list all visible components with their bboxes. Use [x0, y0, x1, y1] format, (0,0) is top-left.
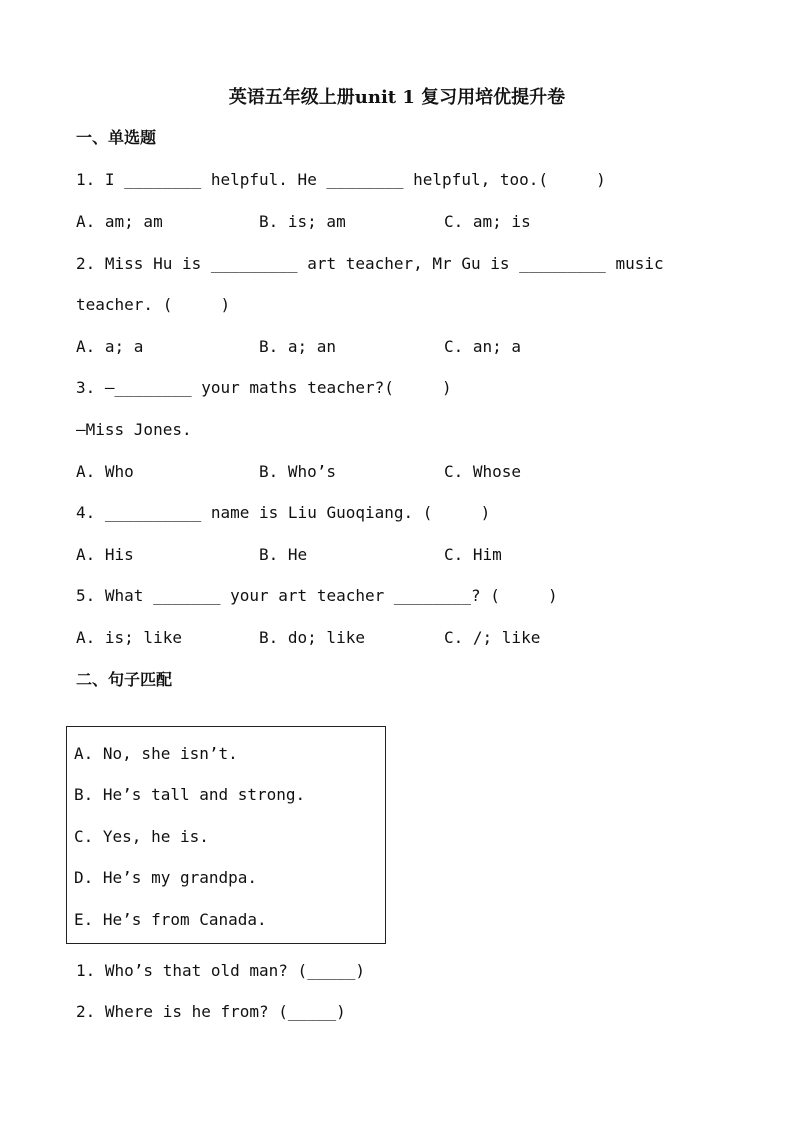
question-3-option-c: C. Whose: [444, 462, 522, 481]
question-5-option-c: C. /; like: [444, 628, 541, 647]
question-1-option-b: B. is; am: [259, 212, 346, 231]
section-heading-single-choice: 一、单选题: [76, 128, 157, 147]
question-3: 3. —________ your maths teacher?( ): [76, 378, 452, 397]
question-4-option-a: A. His: [76, 545, 134, 564]
page-title: 英语五年级上册unit 1 复习用培优提升卷: [228, 87, 566, 108]
question-2: 2. Miss Hu is _________ art teacher, Mr Gu is _________ music: [76, 254, 664, 273]
question-3-option-a: A. Who: [76, 462, 134, 481]
question-4-option-c: C. Him: [444, 545, 502, 564]
question-5-option-a: A. is; like: [76, 628, 182, 647]
question-2-option-b: B. a; an: [259, 337, 337, 356]
choice-c: C. Yes, he is.: [74, 827, 209, 846]
question-2-option-c: C. an; a: [444, 337, 522, 356]
question-4-option-b: B. He: [259, 545, 308, 564]
question-4: 4. __________ name is Liu Guoqiang. ( ): [76, 503, 491, 522]
question-2-continued: teacher. ( ): [76, 295, 231, 314]
choice-d: D. He’s my grandpa.: [74, 868, 258, 887]
choice-a: A. No, she isn’t.: [74, 744, 238, 763]
question-3-answer-line: —Miss Jones.: [76, 420, 192, 439]
question-1-option-c: C. am; is: [444, 212, 531, 231]
question-5: 5. What _______ your art teacher ________? ( ): [76, 586, 558, 605]
question-5-option-b: B. do; like: [259, 628, 365, 647]
choice-e: E. He’s from Canada.: [74, 910, 267, 929]
question-1: 1. I ________ helpful. He ________ helpful, too.( ): [76, 170, 606, 189]
matching-item-2: 2. Where is he from? (_____): [76, 1002, 346, 1021]
choice-b: B. He’s tall and strong.: [74, 785, 306, 804]
section-heading-sentence-matching: 二、句子匹配: [76, 670, 173, 689]
question-3-option-b: B. Who’s: [259, 462, 337, 481]
question-1-option-a: A. am; am: [76, 212, 163, 231]
matching-choices-box: [66, 726, 386, 944]
question-2-option-a: A. a; a: [76, 337, 144, 356]
matching-item-1: 1. Who’s that old man? (_____): [76, 961, 365, 980]
